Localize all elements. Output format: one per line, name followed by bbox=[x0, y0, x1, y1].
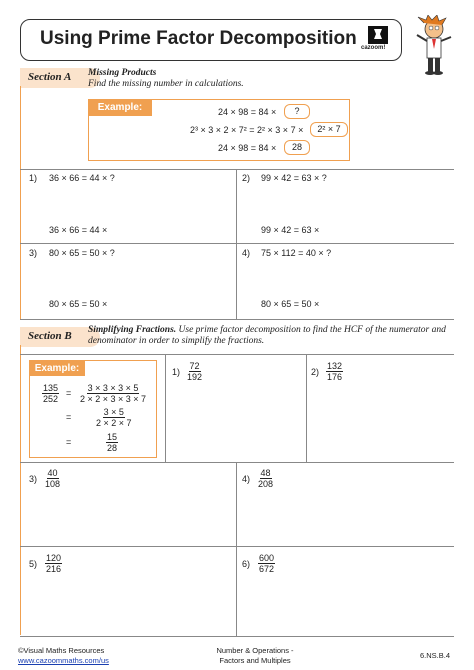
question-b3-numerator: 40 bbox=[47, 468, 58, 478]
question-b2-number: 2) bbox=[311, 367, 320, 377]
example-a-box3: 28 bbox=[284, 140, 310, 155]
section-a-heading-bold: Missing Products bbox=[88, 68, 157, 78]
equals-sign: = bbox=[66, 437, 72, 447]
divider bbox=[20, 243, 454, 244]
question-b1-number: 1) bbox=[172, 367, 181, 377]
section-b-tab: Section B bbox=[20, 327, 100, 347]
question-b3-denominator: 108 bbox=[45, 479, 61, 489]
step3-denominator: 28 bbox=[107, 443, 118, 453]
footer-copyright: ©Visual Maths Resources bbox=[18, 646, 105, 655]
footer-standard-code: 6.NS.B.4 bbox=[420, 651, 451, 660]
section-b-heading-text: Use prime factor decomposition to find the HCF of the numerator and denominator in order to simplify the fractions. bbox=[88, 325, 446, 346]
question-b6-number: 6) bbox=[242, 559, 251, 569]
question-a4-answer-line: 80 × 65 = 50 × bbox=[261, 299, 320, 309]
section-b-heading bbox=[88, 325, 458, 347]
divider bbox=[20, 636, 454, 637]
section-b-heading-bold: Simplifying Fractions. bbox=[88, 325, 177, 335]
question-b2-denominator: 176 bbox=[327, 372, 343, 382]
logo-text: cazoom! bbox=[361, 45, 386, 51]
question-a3-answer-line: 80 × 65 = 50 × bbox=[49, 299, 108, 309]
divider bbox=[20, 354, 454, 355]
question-b6-numerator: 600 bbox=[259, 553, 275, 563]
question-b3-number: 3) bbox=[29, 474, 38, 484]
example-step2 bbox=[96, 407, 132, 428]
question-a4-prompt: 75 × 112 = 40 × ? bbox=[261, 248, 332, 258]
question-b4-fraction bbox=[258, 468, 273, 489]
section-a-tab: Section A bbox=[20, 68, 100, 88]
step1-numerator: 3 × 3 × 3 × 5 bbox=[87, 383, 139, 393]
question-a4-number: 4) bbox=[242, 248, 251, 258]
equals-sign: = bbox=[66, 412, 72, 422]
equals-sign: = bbox=[66, 388, 72, 398]
question-b4-numerator: 48 bbox=[260, 468, 271, 478]
question-b2-numerator: 132 bbox=[327, 361, 343, 371]
question-b5-fraction bbox=[45, 553, 62, 574]
divider bbox=[306, 354, 307, 462]
step2-denominator: 2 × 2 × 7 bbox=[96, 418, 132, 428]
example-step3 bbox=[106, 432, 118, 453]
question-b1-numerator: 72 bbox=[189, 361, 200, 371]
example-a-line1: 24 × 98 = 84 × bbox=[218, 107, 277, 117]
question-b3-fraction bbox=[45, 468, 60, 489]
question-b1-denominator: 192 bbox=[187, 372, 203, 382]
question-b2-fraction bbox=[326, 361, 343, 382]
footer-topic-line1: Number & Operations - bbox=[216, 646, 294, 655]
question-a2-answer-line: 99 × 42 = 63 × bbox=[261, 225, 320, 235]
divider bbox=[20, 319, 454, 320]
question-a1-prompt: 36 × 66 = 44 × ? bbox=[49, 173, 115, 183]
divider bbox=[20, 546, 454, 547]
step3-numerator: 15 bbox=[107, 432, 118, 442]
question-a3-prompt: 80 × 65 = 50 × ? bbox=[49, 248, 115, 258]
page-title: Using Prime Factor Decomposition bbox=[40, 28, 357, 49]
example-step1 bbox=[80, 383, 146, 404]
cazoom-logo-icon bbox=[360, 24, 396, 58]
question-b4-number: 4) bbox=[242, 474, 251, 484]
example-a-box1: ? bbox=[284, 104, 310, 119]
step1-denominator: 2 × 2 × 3 × 3 × 7 bbox=[80, 394, 147, 404]
section-b-example-label: Example: bbox=[29, 360, 85, 376]
divider bbox=[165, 354, 166, 462]
section-a-heading-text: Find the missing number in calculations. bbox=[88, 79, 244, 89]
example-a-box2: 2² × 7 bbox=[310, 122, 348, 137]
question-b1-fraction bbox=[187, 361, 202, 382]
question-a1-number: 1) bbox=[29, 173, 38, 183]
question-b6-fraction bbox=[258, 553, 275, 574]
question-a2-number: 2) bbox=[242, 173, 251, 183]
divider bbox=[236, 169, 237, 319]
question-a3-number: 3) bbox=[29, 248, 38, 258]
footer-link[interactable]: www.cazoommaths.com/us bbox=[18, 656, 109, 665]
fraction-numerator: 135 bbox=[43, 383, 59, 393]
divider bbox=[236, 462, 237, 636]
question-b5-numerator: 120 bbox=[46, 553, 62, 563]
fraction-denominator: 252 bbox=[43, 394, 59, 404]
footer-topic-line2: Factors and Multiples bbox=[219, 656, 291, 665]
question-b4-denominator: 208 bbox=[258, 479, 274, 489]
divider bbox=[20, 462, 454, 463]
question-a1-answer-line: 36 × 66 = 44 × bbox=[49, 225, 108, 235]
question-b6-denominator: 672 bbox=[259, 564, 275, 574]
section-a-heading bbox=[88, 68, 448, 90]
question-b5-number: 5) bbox=[29, 559, 38, 569]
question-a2-prompt: 99 × 42 = 63 × ? bbox=[261, 173, 327, 183]
question-b5-denominator: 216 bbox=[46, 564, 62, 574]
example-a-line3: 24 × 98 = 84 × bbox=[218, 143, 277, 153]
section-a-example-label: Example: bbox=[88, 99, 152, 116]
divider bbox=[20, 169, 454, 170]
step2-numerator: 3 × 5 bbox=[103, 407, 124, 417]
example-fraction bbox=[42, 383, 59, 404]
example-a-line2: 2³ × 3 × 2 × 7² = 2² × 3 × 7 × bbox=[190, 125, 304, 135]
